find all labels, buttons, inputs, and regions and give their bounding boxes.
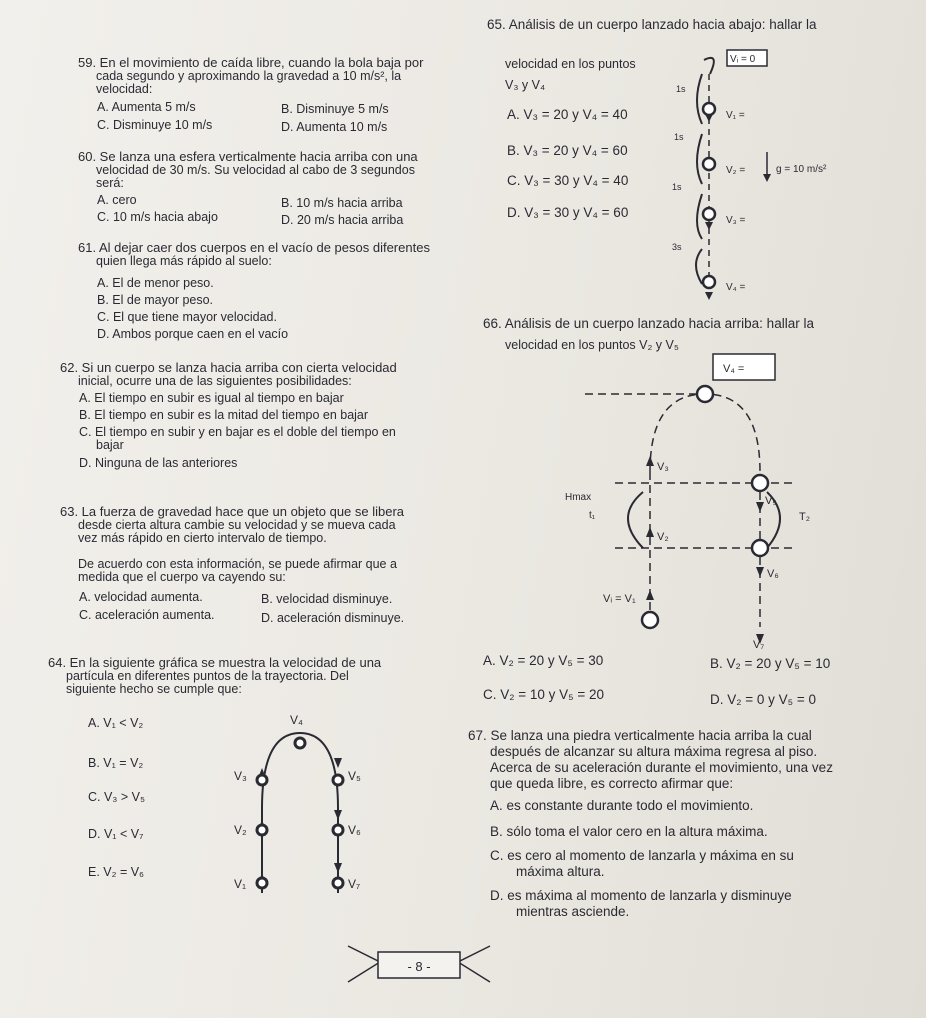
q65-label-v2: V₂ =	[726, 165, 746, 176]
q59-option-c[interactable]: C. Disminuye 10 m/s	[97, 118, 213, 132]
q63-stem-5: medida que el cuerpo va cayendo su:	[78, 570, 286, 584]
q61-option-b[interactable]: B. El de mayor peso.	[97, 293, 214, 307]
q66-label-v6: V₆	[767, 568, 779, 580]
q60-option-a[interactable]: A. cero	[97, 193, 137, 207]
q65-label-vi: Vᵢ = 0	[730, 54, 756, 65]
q65-option-d[interactable]: D. V₃ = 30 y V₄ = 60	[507, 205, 629, 220]
q62-option-c[interactable]: C. El tiempo en subir y en bajar es el doble del tiempo en	[79, 425, 396, 439]
q67-option-d[interactable]: D. es máxima al momento de lanzarla y disminuye	[490, 888, 792, 903]
q64-label-v7: V₇	[348, 877, 361, 891]
q66-option-d[interactable]: D. V₂ = 0 y V₅ = 0	[710, 692, 816, 707]
q67-option-b[interactable]: B. sólo toma el valor cero en la altura máxima.	[490, 824, 768, 839]
q59-stem-3: velocidad:	[96, 82, 153, 96]
q66-vertical-throw-diagram	[555, 352, 845, 652]
q60-stem-3: será:	[96, 176, 124, 190]
q64-point-2	[257, 825, 267, 835]
q60-stem-2: velocidad de 30 m/s. Su velocidad al cabo de 3 segundos	[96, 163, 415, 177]
q64-label-v6: V₆	[348, 823, 361, 837]
q64-stem-2: partícula en diferentes puntos de la trayectoria. Del	[66, 669, 349, 683]
q67-option-d-cont: mientras asciende.	[516, 904, 630, 919]
q66-label-v2: V₂	[657, 531, 669, 543]
q65-stem-3: V₃ y V₄	[505, 78, 546, 92]
q62-stem-1: 62. Si un cuerpo se lanza hacia arriba con cierta velocidad	[60, 360, 397, 375]
q66-label-v3: V₃	[657, 461, 669, 473]
q63-option-c[interactable]: C. aceleración aumenta.	[79, 608, 215, 622]
q64-label-v3: V₃	[234, 769, 247, 783]
q65-time-3: 1s	[672, 182, 682, 192]
q61-option-a[interactable]: A. El de menor peso.	[97, 276, 214, 290]
q63-stem-4: De acuerdo con esta información, se puede afirmar que a	[78, 557, 397, 571]
q64-trajectory-diagram	[200, 708, 400, 908]
q64-label-v5: V₅	[348, 769, 361, 783]
q61-option-c[interactable]: C. El que tiene mayor velocidad.	[97, 310, 277, 324]
q62-option-b[interactable]: B. El tiempo en subir es la mitad del tiempo en bajar	[79, 408, 369, 422]
q60-option-b[interactable]: B. 10 m/s hacia arriba	[281, 196, 403, 210]
q64-option-b[interactable]: B. V₁ = V₂	[88, 756, 144, 770]
q66-stem-1: 66. Análisis de un cuerpo lanzado hacia arriba: hallar la	[483, 316, 814, 331]
q62-option-a[interactable]: A. El tiempo en subir es igual al tiempo en bajar	[79, 391, 344, 405]
q64-point-1	[257, 878, 267, 888]
q64-option-e[interactable]: E. V₂ = V₆	[88, 865, 145, 879]
q62-option-d[interactable]: D. Ninguna de las anteriores	[79, 456, 238, 470]
q65-falling-body-diagram	[660, 44, 850, 300]
q65-option-b[interactable]: B. V₃ = 20 y V₄ = 60	[507, 143, 628, 158]
q66-label-hmax: Hmax	[565, 492, 592, 503]
q67-option-a[interactable]: A. es constante durante todo el movimiento.	[490, 798, 754, 813]
q64-point-3	[257, 775, 267, 785]
q67-stem-4: que queda libre, es correcto afirmar que:	[490, 776, 734, 791]
q65-time-1: 1s	[676, 84, 686, 94]
q66-label-t2: T₂	[799, 511, 810, 523]
q66-option-c[interactable]: C. V₂ = 10 y V₅ = 20	[483, 687, 604, 702]
q64-point-5	[333, 775, 343, 785]
q66-label-v7: V₇	[753, 639, 765, 651]
q66-stem-2: velocidad en los puntos V₂ y V₅	[505, 338, 679, 352]
q63-option-d[interactable]: D. aceleración disminuye.	[261, 611, 405, 625]
page-number-banner	[340, 940, 500, 990]
q66-option-a[interactable]: A. V₂ = 20 y V₅ = 30	[483, 653, 604, 668]
q65-gravity-label: g = 10 m/s²	[776, 164, 827, 175]
q66-option-b[interactable]: B. V₂ = 20 y V₅ = 10	[710, 656, 831, 671]
q65-stem-1: 65. Análisis de un cuerpo lanzado hacia abajo: hallar la	[487, 17, 817, 32]
q66-label-t1: t₁	[589, 510, 596, 521]
q63-stem-3: vez más rápido en cierto intervalo de tiempo.	[78, 531, 327, 545]
q66-label-vi: Vᵢ = V₁	[603, 593, 636, 605]
q65-label-v4: V₄ =	[726, 282, 746, 293]
q59-option-d[interactable]: D. Aumenta 10 m/s	[281, 120, 388, 134]
q64-stem-3: siguiente hecho se cumple que:	[66, 682, 242, 696]
q63-stem-2: desde cierta altura cambie su velocidad y se mueva cada	[78, 518, 396, 532]
q62-stem-2: inicial, ocurre una de las siguientes posibilidades:	[78, 374, 352, 388]
q67-stem-3: Acerca de su aceleración durante el movimiento, una vez	[490, 760, 833, 775]
q64-option-a[interactable]: A. V₁ < V₂	[88, 716, 144, 730]
q64-label-v1: V₁	[234, 877, 247, 891]
q63-option-a[interactable]: A. velocidad aumenta.	[79, 590, 203, 604]
q59-option-a[interactable]: A. Aumenta 5 m/s	[97, 100, 196, 114]
q64-point-6	[333, 825, 343, 835]
q59-stem-2: cada segundo y aproximando la gravedad a 10 m/s², la	[96, 69, 402, 83]
q65-label-v1: V₁ =	[726, 110, 745, 121]
q65-label-v3: V₃ =	[726, 215, 746, 226]
q65-option-c[interactable]: C. V₃ = 30 y V₄ = 40	[507, 173, 629, 188]
q61-stem-2: quien llega más rápido al suelo:	[96, 254, 272, 268]
q60-option-c[interactable]: C. 10 m/s hacia abajo	[97, 210, 218, 224]
q63-option-b[interactable]: B. velocidad disminuye.	[261, 592, 393, 606]
q67-option-c-cont: máxima altura.	[516, 864, 605, 879]
q59-stem-1: 59. En el movimiento de caída libre, cuando la bola baja por	[78, 55, 424, 70]
q65-stem-2: velocidad en los puntos	[505, 57, 636, 71]
q67-stem-1: 67. Se lanza una piedra verticalmente hacia arriba la cual	[468, 728, 812, 743]
q61-stem-1: 61. Al dejar caer dos cuerpos en el vacío de pesos diferentes	[78, 240, 430, 255]
q64-point-4	[295, 738, 305, 748]
q62-option-c-cont: bajar	[96, 438, 124, 452]
q64-label-v2: V₂	[234, 823, 247, 837]
q67-stem-2: después de alcanzar su altura máxima regresa al piso.	[490, 744, 818, 759]
q66-label-v4: V₄ =	[723, 363, 745, 375]
q59-option-b[interactable]: B. Disminuye 5 m/s	[281, 102, 389, 116]
q64-option-d[interactable]: D. V₁ < V₇	[88, 827, 144, 841]
q61-option-d[interactable]: D. Ambos porque caen en el vacío	[97, 327, 289, 341]
page-number: - 8 -	[407, 959, 431, 974]
q66-label-v5: V₅	[765, 495, 777, 507]
q64-point-7	[333, 878, 343, 888]
q65-time-2: 1s	[674, 132, 684, 142]
q65-option-a[interactable]: A. V₃ = 20 y V₄ = 40	[507, 107, 628, 122]
q67-option-c[interactable]: C. es cero al momento de lanzarla y máxima en su	[490, 848, 794, 863]
q64-option-c[interactable]: C. V₃ > V₅	[88, 790, 146, 804]
q60-option-d[interactable]: D. 20 m/s hacia arriba	[281, 213, 404, 227]
q65-time-4: 3s	[672, 242, 682, 252]
q64-label-v4: V₄	[290, 713, 303, 727]
q60-stem-1: 60. Se lanza una esfera verticalmente hacia arriba con una	[78, 149, 418, 164]
q64-stem-1: 64. En la siguiente gráfica se muestra la velocidad de una	[48, 655, 382, 670]
q63-stem-1: 63. La fuerza de gravedad hace que un objeto que se libera	[60, 504, 405, 519]
